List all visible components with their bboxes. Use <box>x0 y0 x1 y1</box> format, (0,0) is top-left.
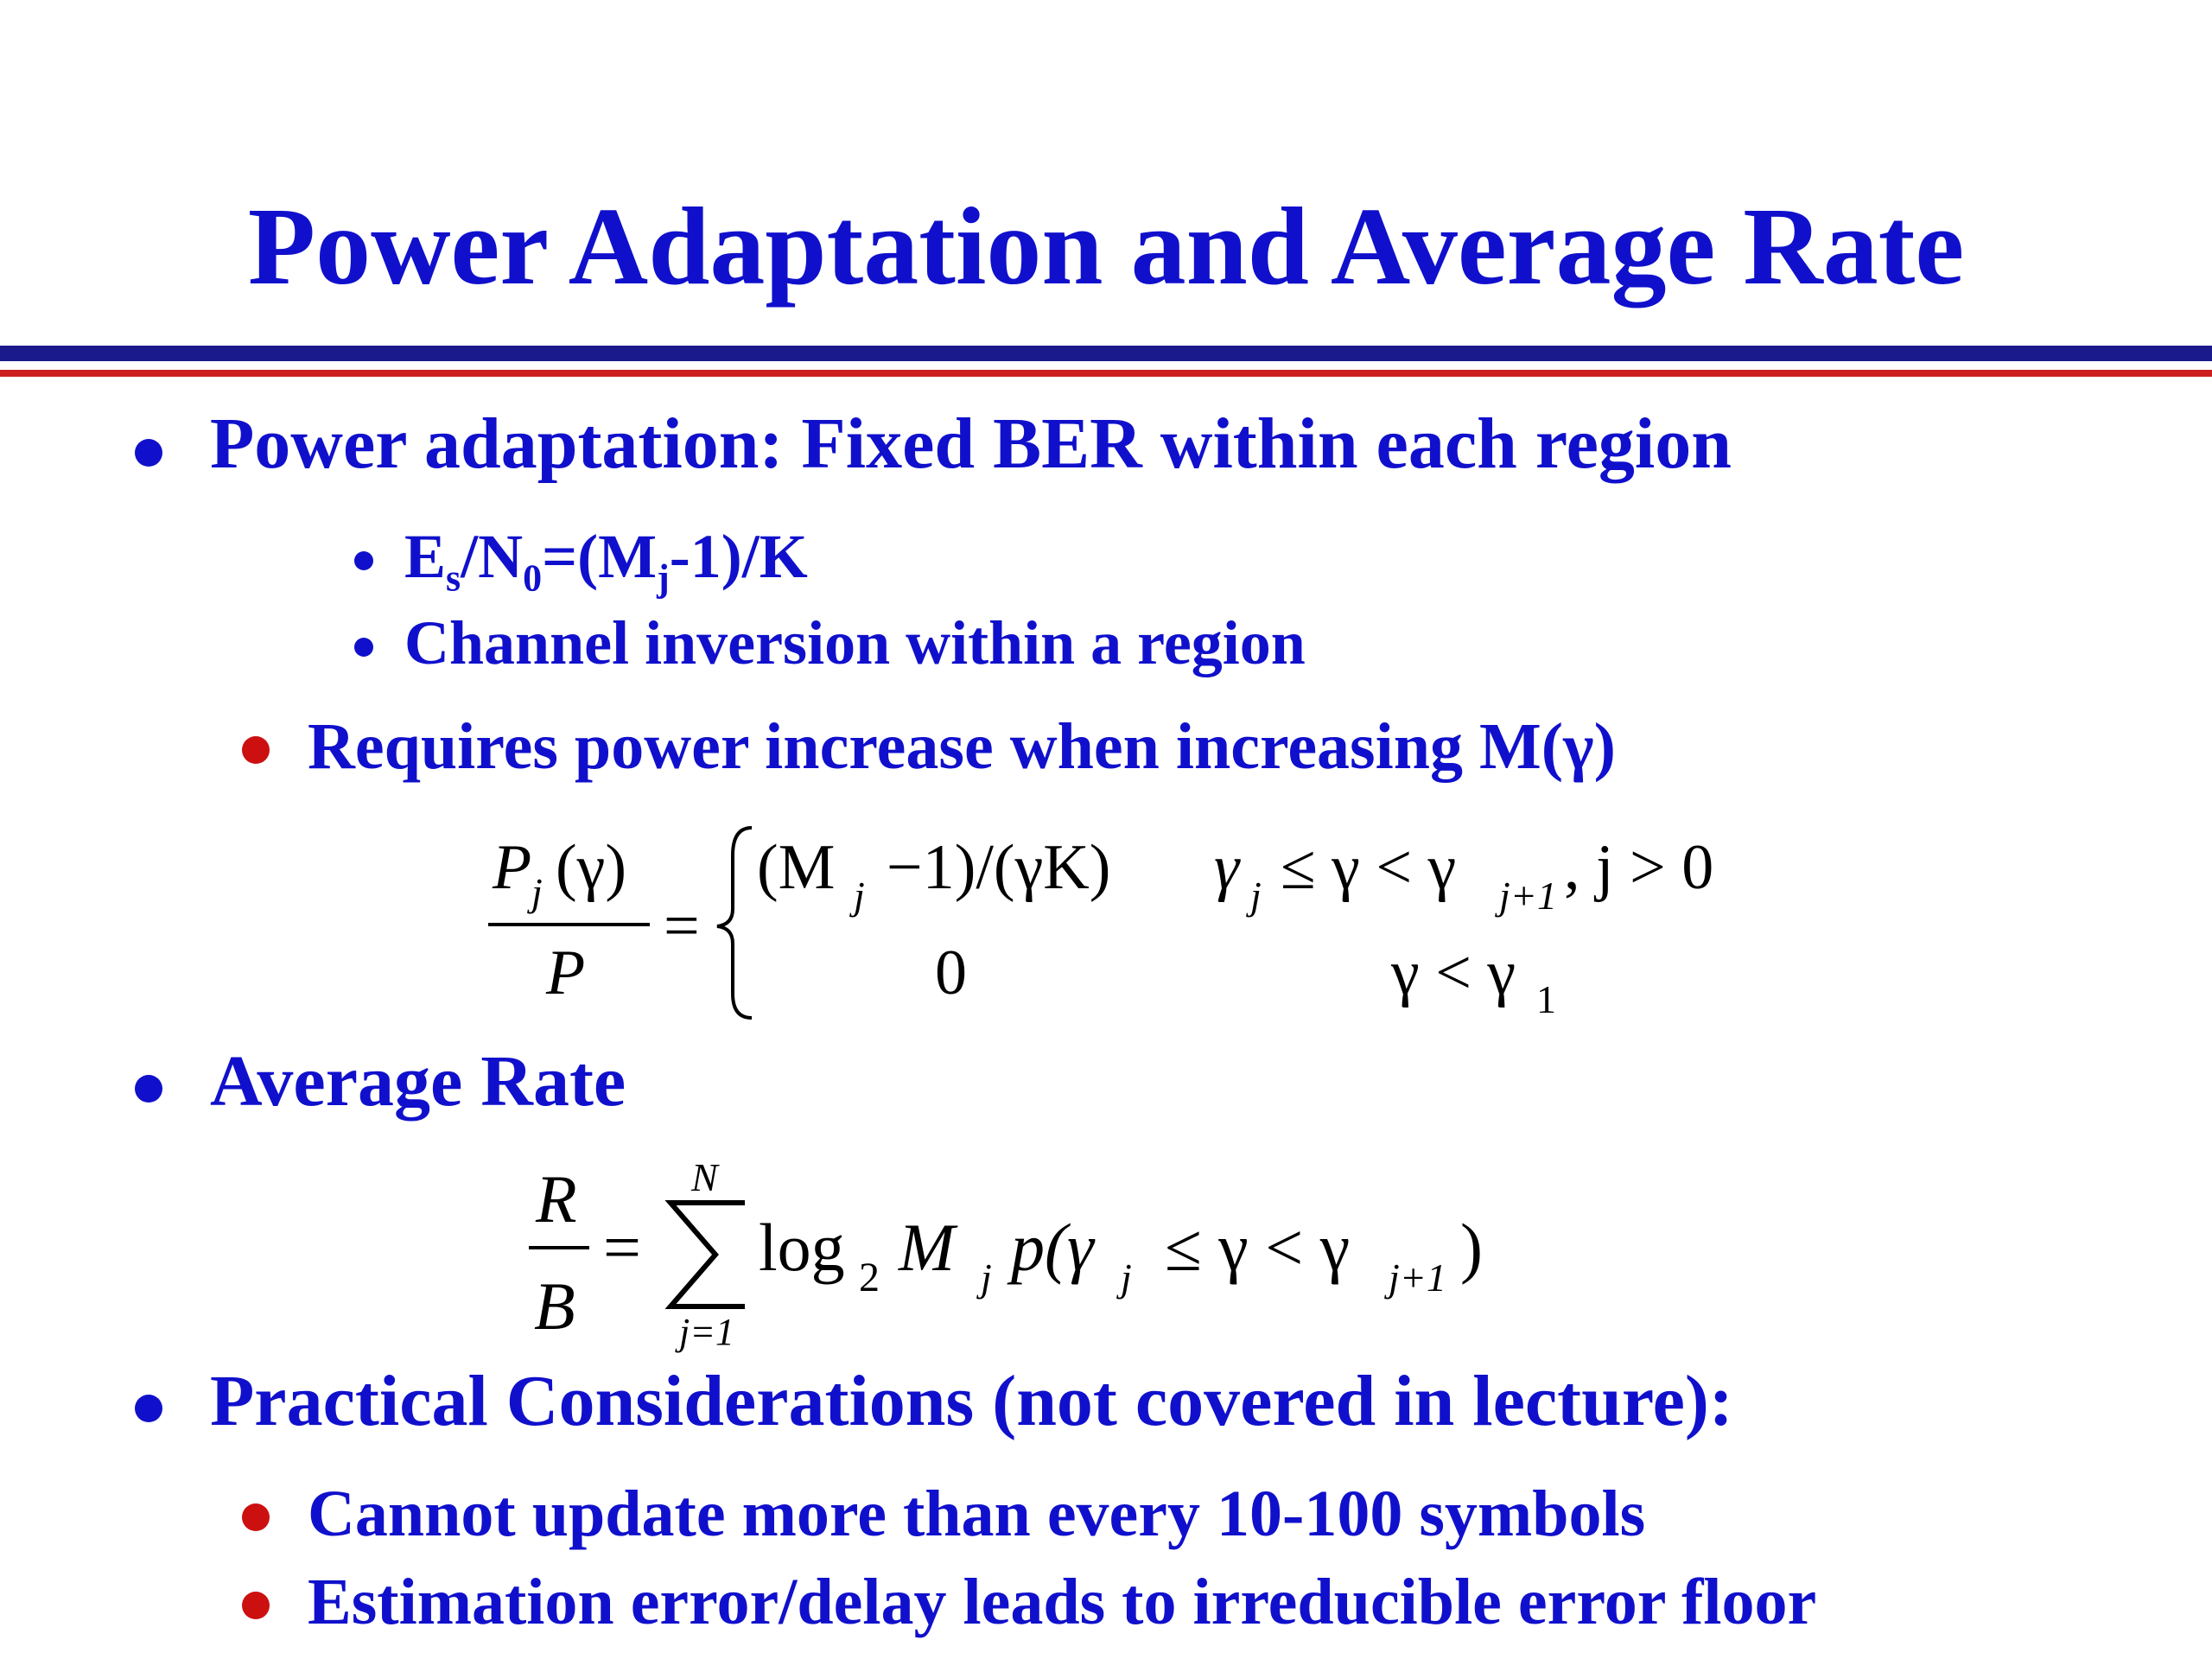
eq1-case1-expr-b: −1)/(γK) <box>887 832 1111 903</box>
es-n0-zero: 0 <box>523 556 543 600</box>
eq2-log-base: 2 <box>859 1255 880 1300</box>
eq2-sub-j1: j+1 <box>1389 1255 1446 1300</box>
eq2-sum-sigma <box>671 1203 745 1306</box>
es-n0-j: j <box>657 556 670 600</box>
bullet-requires-power: Requires power increase when increasing M(γ) <box>308 710 1616 783</box>
eq1-case2-sub: 1 <box>1536 977 1556 1021</box>
eq2-m-sub: j <box>981 1255 992 1300</box>
eq2-m: M <box>899 1210 955 1285</box>
eq2-num-r: R <box>536 1161 577 1236</box>
es-n0-eq-m: =(M <box>542 522 658 591</box>
eq1-case1-cond-end: , j > 0 <box>1564 832 1714 903</box>
eq1-num-j: j <box>531 870 543 914</box>
bullet-cannot-update: Cannot update more than every 10-100 symbols <box>308 1478 1646 1550</box>
bullet-average-rate: Average Rate <box>210 1041 626 1122</box>
eq1-case2-cond: γ < γ <box>1391 938 1516 1008</box>
page-title: Power Adaptation and Average Rate <box>247 185 1965 308</box>
bullet-dot <box>135 1395 162 1422</box>
eq1-equals: = <box>664 891 700 962</box>
eq1-case1-cond-j1: j+1 <box>1499 874 1557 918</box>
eq1-den-p: P <box>546 938 586 1008</box>
eq1-case1-expr-j: j <box>854 874 865 918</box>
eq2-den-b: B <box>534 1268 575 1344</box>
eq2-sum-bottom: j=1 <box>679 1311 734 1353</box>
eq1-case1-expr-a: (M <box>757 832 836 903</box>
bullet-channel-inversion: Channel inversion within a region <box>404 608 1306 677</box>
eq1-num-arg: (γ) <box>556 832 626 903</box>
eq2-p-open: p(γ <box>1011 1210 1094 1285</box>
eq2-close: ) <box>1460 1210 1483 1285</box>
eq2-g-sub: j <box>1121 1255 1132 1300</box>
es-n0-s: s <box>446 556 461 600</box>
eq1-num-p: P <box>493 832 532 903</box>
eq1-case1-cond-mid: ≤ γ < γ <box>1281 832 1457 903</box>
eq1-case1-cond-j: j <box>1250 874 1262 918</box>
bullet-practical: Practical Considerations (not covered in lecture): <box>210 1361 1733 1441</box>
eq1-case1-cond-g: γ <box>1214 832 1240 903</box>
es-n0-e: E <box>404 522 447 591</box>
eq2-mid: ≤ γ < γ <box>1165 1210 1351 1285</box>
eq2-equals: = <box>603 1210 641 1285</box>
es-n0-slash-n: /N <box>461 522 524 591</box>
bullet-power-adaptation: Power adaptation: Fixed BER within each region <box>210 404 1732 484</box>
es-n0-rest: -1)/K <box>669 522 808 591</box>
bullet-estimation-error: Estimation error/delay leads to irreducible error floor <box>308 1566 1817 1638</box>
bullet-dot <box>242 1592 270 1619</box>
bullet-dot <box>242 1503 270 1531</box>
eq1-case2-expr: 0 <box>935 938 967 1008</box>
eq2-sum-top: N <box>691 1155 718 1199</box>
eq2-log: log <box>759 1210 845 1285</box>
